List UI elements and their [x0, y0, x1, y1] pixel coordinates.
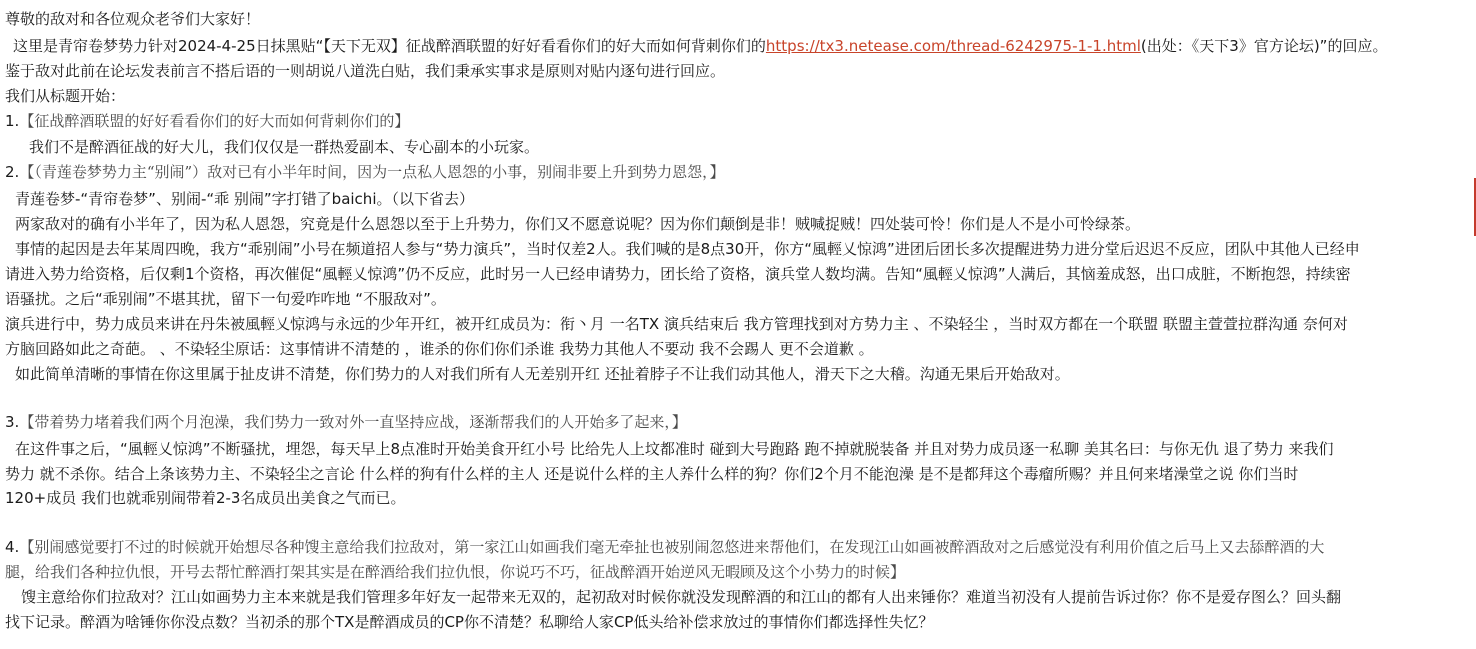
intro-text: 这里是青帘卷梦势力针对2024-4-25日抹黑贴“【天下无双】征战醉酒联盟的好好看看你们的好大而如何背刺你们的 — [13, 37, 766, 55]
reply-2-line-7: 方脑回路如此之奇葩。 、不染轻尘原话：这事情讲不清楚的 ，谁杀的你们你们杀谁 我势力其他人不要动 我不会踢人 更不会道歉 。 — [5, 340, 874, 358]
quote-3 — [5, 412, 687, 432]
item-number: 4. — [5, 538, 20, 556]
reply-2-line-4: 请进入势力给资格，后仅剩1个资格，再次催促“風輕乂惊鸿”仍不反应，此时另一人已经申请势力，团长给了资格，演兵堂人数均满。告知“風輕乂惊鸿”人满后，其恼羞成怒，出口成脏，不断抱怨，持续密 — [5, 265, 1351, 283]
item-number: 3. — [5, 413, 20, 431]
quote-4-line-2: 腿，给我们各种拉仇恨，开号去帮忙醉酒打架其实是在醉酒给我们拉仇恨，你说巧不巧，征战醉酒开始逆风无暇顾及这个小势力的时候】 — [5, 563, 906, 581]
preface-line: 鉴于敌对此前在论坛发表前言不搭后语的一则胡说八道洗白贴，我们秉承实事求是原则对贴内逐句进行回应。 — [5, 62, 726, 80]
start-line: 我们从标题开始： — [5, 87, 126, 105]
quoted-text: 【（青莲卷梦势力主“别闹”）敌对已有小半年时间，因为一点私人恩怨的小事，别闹非要上升到势力恩怨，】 — [19, 163, 725, 181]
reply-2-line-6: 演兵进行中，势力成员来讲在丹朱被風輕乂惊鸿与永远的少年开红，被开红成员为：衔丶月 一名TX 演兵结束后 我方管理找到对方势力主 、不染轻尘 ，当时双方都在一个联盟 联盟主萱萱拉群沟通 奈何对 — [5, 315, 1348, 333]
intro-line — [13, 36, 1387, 56]
quoted-text: 【带着势力堵着我们两个月泡澡，我们势力一致对外一直坚持应战，逐渐帮我们的人开始多了起来，】 — [19, 413, 687, 431]
reply-3-line-3: 120+成员 我们也就乖别闹带着2-3名成员出美食之气而已。 — [5, 489, 406, 507]
quote-1 — [5, 111, 409, 131]
quoted-title: 【征战醉酒联盟的好好看看你们的好大而如何背刺你们的】 — [19, 112, 410, 130]
item-number: 2. — [5, 163, 20, 181]
reply-1: 我们不是醉酒征战的好大儿，我们仅仅是一群热爱副本、专心副本的小玩家。 — [29, 138, 540, 156]
reply-2-line-5: 语骚扰。之后“乖别闹”不堪其扰，留下一句爱咋咋地 “不服敌对”。 — [5, 290, 446, 308]
reply-4-line-2: 找下记录。醉酒为啥锤你你没点数？当初杀的那个TX是醉酒成员的CP你不清楚？私聊给人家CP低头给补偿求放过的事情你们都选择性失忆？ — [5, 613, 934, 631]
reply-2-line-3: 事情的起因是去年某周四晚，我方“乖别闹”小号在频道招人参与“势力演兵”，当时仅差2人。我们喊的是8点30开，你方“風輕乂惊鸿”进团后团长多次提醒进势力进分堂后迟迟不反应，团队中其他人已经申 — [15, 240, 1360, 258]
thread-link[interactable]: https://tx3.netease.com/thread-6242975-1-1.html — [765, 37, 1141, 55]
quote-2 — [5, 162, 725, 182]
reply-4-line-1: 馊主意给你们拉敌对？江山如画势力主本来就是我们管理多年好友一起带来无双的，起初敌对时候你就没发现醉酒的和江山的都有人出来锤你？难道当初没有人提前告诉过你？你不是爱存图么？回头翻 — [21, 588, 1342, 606]
reply-2-line-2: 两家敌对的确有小半年了，因为私人恩怨，究竟是什么恩怨以至于上升势力，你们又不愿意说呢？因为你们颠倒是非！贼喊捉贼！四处装可怜！你们是人不是小可怜绿茶。 — [15, 215, 1141, 233]
quote-4-line-1 — [5, 537, 1324, 557]
reply-3-line-2: 势力 就不杀你。结合上条该势力主、不染轻尘之言论 什么样的狗有什么样的主人 还是说什么样的主人养什么样的狗？你们2个月不能泡澡 是不是都拜这个毒瘤所赐？并且何来堵澡堂之说 你们当时 — [5, 465, 1299, 483]
item-number: 1. — [5, 112, 20, 130]
reply-2-line-1: 青莲卷梦-“青帘卷梦”、别闹-“乖 别闹”字打错了baichi。（以下省去） — [15, 190, 474, 208]
reply-2-line-8: 如此简单清晰的事情在你这里属于扯皮讲不清楚，你们势力的人对我们所有人无差别开红 还扯着脖子不让我们动其他人，滑天下之大稽。沟通无果后开始敌对。 — [15, 365, 1070, 383]
greeting-line: 尊敬的敌对和各位观众老爷们大家好！ — [5, 10, 261, 28]
reply-3-line-1: 在这件事之后，“風輕乂惊鸿”不断骚扰，埋怨，每天早上8点准时开始美食开红小号 比给先人上坟都准时 碰到大号跑路 跑不掉就脱装备 并且对势力成员逐一私聊 美其名曰：与你无仇 退了势力 来我们 — [15, 440, 1334, 458]
intro-source: (出处：《天下3》官方论坛)”的回应。 — [1140, 37, 1388, 55]
quoted-text: 【别闹感觉要打不过的时候就开始想尽各种馊主意给我们拉敌对，第一家江山如画我们毫无牵扯也被别闹忽悠进来帮他们，在发现江山如画被醉酒敌对之后感觉没有利用价值之后马上又去舔醉酒的大 — [19, 538, 1325, 556]
